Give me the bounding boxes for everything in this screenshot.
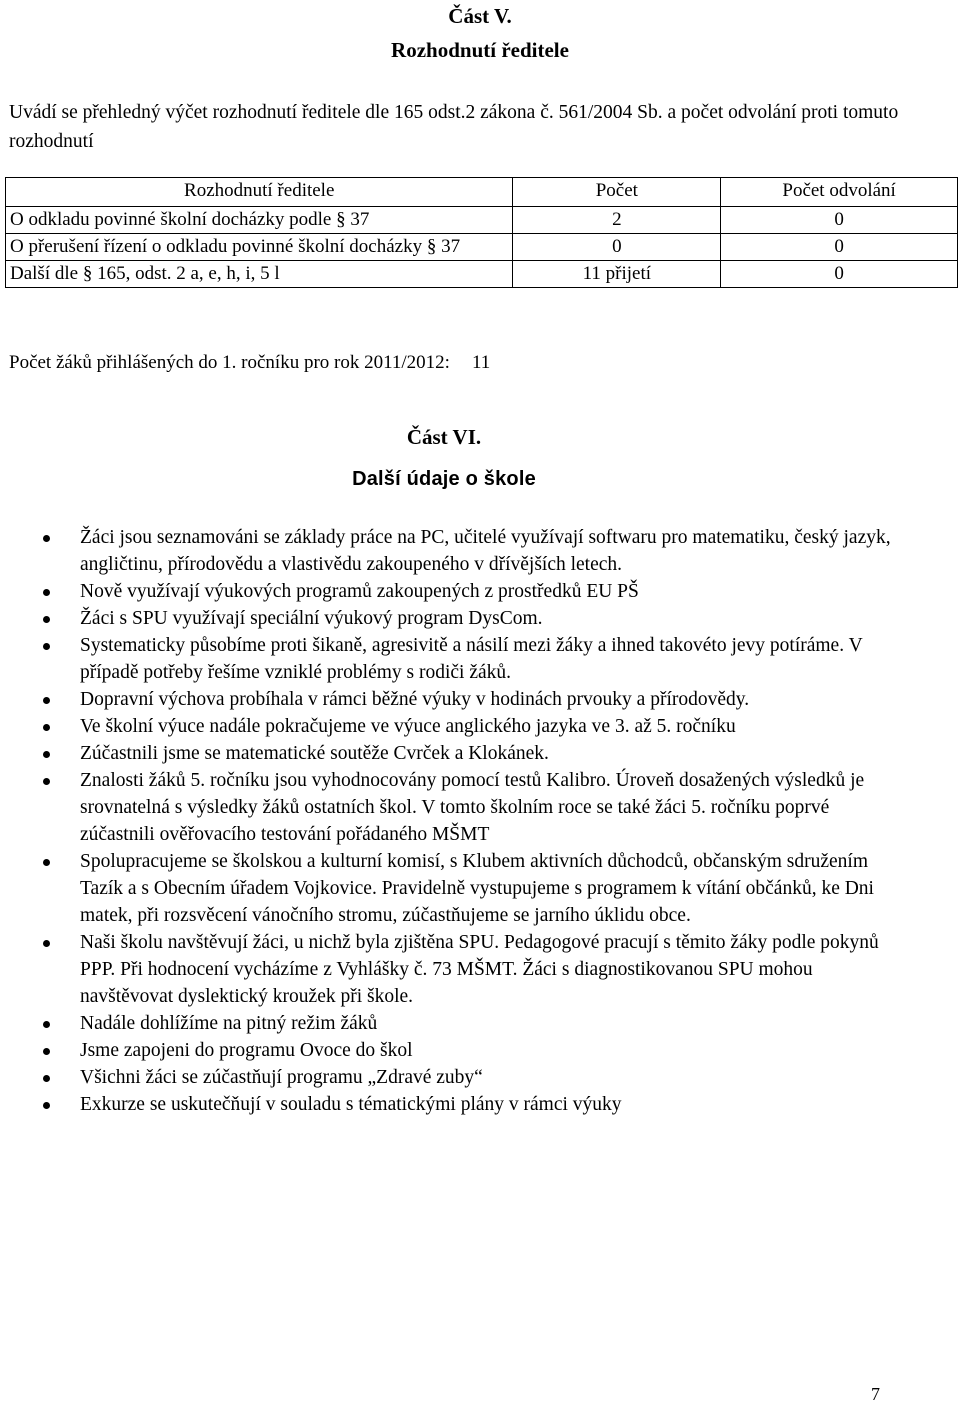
list-item-text: Nadále dohlížíme na pitný režim žáků [80,1013,378,1034]
list-item [0,632,900,686]
table-cell: 11 přijetí [513,261,721,288]
list-item-text: Žáci jsou seznamováni se základy práce na PC, učitelé využívají softwaru pro matematiku, český jazyk, angličtinu, přírodovědu a vlastivědu zakoupeného v dřívějších letech. [80,527,891,575]
bullet-icon [43,643,50,650]
list-item [0,713,900,740]
table-cell: 0 [721,207,958,234]
bullet-icon [43,940,50,947]
bullet-icon [43,1075,50,1082]
list-item-text: Jsme zapojeni do programu Ovoce do škol [80,1040,413,1061]
table-header-row [6,178,958,207]
pupils-count-label: Počet žáků přihlášených do 1. ročníku pro rok 2011/2012: [9,352,450,373]
part6-title: Část VI. [406,425,482,449]
bullet-icon [43,616,50,623]
bullet-icon [43,751,50,758]
list-item [0,524,900,578]
table-cell: 2 [513,207,721,234]
list-item [0,848,900,929]
list-item [0,740,900,767]
pupils-count-line [9,352,490,374]
bullet-icon [43,535,50,542]
table-row [6,207,958,234]
table-header-cell: Rozhodnutí ředitele [6,178,513,207]
decisions-table [5,177,958,288]
part5-intro: Uvádí se přehledný výčet rozhodnutí ředitele dle 165 odst.2 zákona č. 561/2004 Sb. a počet odvolání proti tomuto rozhodnutí [9,102,899,152]
list-item [0,686,900,713]
list-item-text: Systematicky působíme proti šikaně, agresivitě a násilí mezi žáky a ihned takovéto jevy potíráme. V případě potřeby řešíme vzniklé problémy s rodiči žáků. [80,635,863,683]
list-item [0,1037,900,1064]
list-item-text: Znalosti žáků 5. ročníku jsou vyhodnocovány pomocí testů Kalibro. Úroveň dosažených výsledků je srovnatelná s výsledky žáků ostatních škol. V tomto školním roce se také žáci 5. ročníku poprvé zúčastnili ověřovacího testování pořádaného MŠMT [80,770,865,845]
pupils-count-value: 11 [471,352,491,373]
bullet-icon [43,724,50,731]
table-cell: 0 [721,234,958,261]
list-item-text: Nově využívají výukových programů zakoupených z prostředků EU PŠ [80,581,639,602]
bullet-icon [43,1102,50,1109]
list-item-text: Spolupracujeme se školskou a kulturní komisí, s Klubem aktivních důchodců, občanským sdružením Tazík a s Obecním úřadem Vojkovice. Pravidelně vystupujeme s programem k vítání občánků, ke Dni matek, při rozsvěcení vánočního stromu, zúčastňujeme se jarního úklidu obce. [80,851,874,926]
part6-subtitle: Další údaje o škole [352,468,536,490]
bullet-icon [43,859,50,866]
list-item [0,1091,900,1118]
table-header-cell: Počet [513,178,721,207]
table-row [6,261,958,288]
table-cell: O odkladu povinné školní docházky podle § 37 [6,207,513,234]
bullet-icon [43,697,50,704]
list-item-text: Dopravní výchova probíhala v rámci běžné výuky v hodinách prvouky a přírodovědy. [80,689,750,710]
page-number: 7 [871,1384,880,1404]
list-item-text: Ve školní výuce nadále pokračujeme ve výuce anglického jazyka ve 3. až 5. ročníku [80,716,736,737]
list-item-text: Exkurze se uskutečňují v souladu s tématickými plány v rámci výuky [80,1094,622,1115]
list-item-text: Naši školu navštěvují žáci, u nichž byla zjištěna SPU. Pedagogové pracují s těmito žáky podle pokynů PPP. Při hodnocení vycházíme z Vyhlášky č. 73 MŠMT. Žáci s diagnostikovanou SPU mohou navštěvovat dyslektický kroužek při škole. [80,932,879,1007]
table-cell: Další dle § 165, odst. 2 a, e, h, i, 5 l [6,261,513,288]
table-cell: 0 [721,261,958,288]
list-item [0,767,900,848]
list-item [0,578,900,605]
list-item-text: Zúčastnili jsme se matematické soutěže Cvrček a Klokánek. [80,743,549,764]
part5-subtitle: Rozhodnutí ředitele [391,38,569,62]
list-item-text: Všichni žáci se zúčastňují programu „Zdravé zuby“ [80,1067,483,1088]
part5-title: Část V. [448,4,512,28]
table-row [6,234,958,261]
bullet-icon [43,589,50,596]
list-item [0,929,900,1010]
bullet-icon [43,1021,50,1028]
table-cell: O přerušení řízení o odkladu povinné školní docházky § 37 [6,234,513,261]
bullet-icon [43,1048,50,1055]
list-item-text: Žáci s SPU využívají speciální výukový program DysCom. [80,608,543,629]
school-info-list [0,524,900,1118]
table-header-cell: Počet odvolání [721,178,958,207]
table-cell: 0 [513,234,721,261]
list-item [0,605,900,632]
bullet-icon [43,778,50,785]
list-item [0,1064,900,1091]
list-item [0,1010,900,1037]
